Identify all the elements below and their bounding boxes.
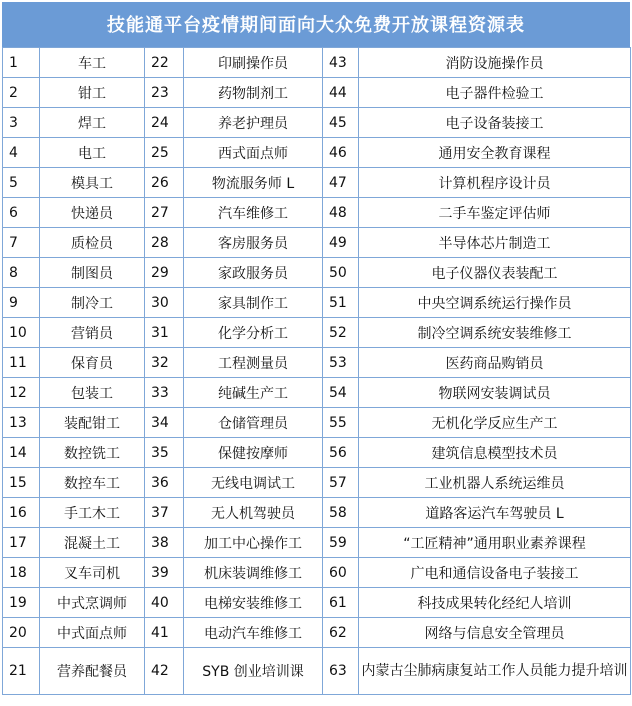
table-row bbox=[3, 348, 631, 378]
course-name-cell: 道路客运汽车驾驶员 L bbox=[359, 498, 631, 528]
course-name-cell: 电子器件检验工 bbox=[359, 78, 631, 108]
row-number-cell: 44 bbox=[323, 78, 359, 108]
course-name-cell: 中式烹调师 bbox=[40, 588, 145, 618]
row-number-cell: 32 bbox=[145, 348, 184, 378]
table-row bbox=[3, 138, 631, 168]
row-number-cell: 60 bbox=[323, 558, 359, 588]
row-number-cell: 11 bbox=[3, 348, 40, 378]
course-name-cell: 二手车鉴定评估师 bbox=[359, 198, 631, 228]
row-number-cell: 41 bbox=[145, 618, 184, 648]
row-number-cell: 24 bbox=[145, 108, 184, 138]
row-number-cell: 1 bbox=[3, 48, 40, 78]
row-number-cell: 8 bbox=[3, 258, 40, 288]
row-number-cell: 30 bbox=[145, 288, 184, 318]
table-row bbox=[3, 258, 631, 288]
course-name-cell: 快递员 bbox=[40, 198, 145, 228]
course-table-body bbox=[3, 48, 631, 695]
table-row bbox=[3, 528, 631, 558]
course-name-cell: 化学分析工 bbox=[184, 318, 323, 348]
course-name-cell: 内蒙古尘肺病康复站工作人员能力提升培训 bbox=[359, 648, 631, 695]
row-number-cell: 2 bbox=[3, 78, 40, 108]
row-number-cell: 27 bbox=[145, 198, 184, 228]
course-name-cell: 无人机驾驶员 bbox=[184, 498, 323, 528]
course-name-cell: 纯碱生产工 bbox=[184, 378, 323, 408]
row-number-cell: 25 bbox=[145, 138, 184, 168]
course-name-cell: 钳工 bbox=[40, 78, 145, 108]
table-row bbox=[3, 558, 631, 588]
row-number-cell: 39 bbox=[145, 558, 184, 588]
course-name-cell: 模具工 bbox=[40, 168, 145, 198]
course-name-cell: 养老护理员 bbox=[184, 108, 323, 138]
course-name-cell: 质检员 bbox=[40, 228, 145, 258]
course-name-cell: 家政服务员 bbox=[184, 258, 323, 288]
table-row bbox=[3, 198, 631, 228]
course-name-cell: 数控车工 bbox=[40, 468, 145, 498]
course-name-cell: 无线电调试工 bbox=[184, 468, 323, 498]
course-name-cell: 工业机器人系统运维员 bbox=[359, 468, 631, 498]
row-number-cell: 37 bbox=[145, 498, 184, 528]
table-row bbox=[3, 588, 631, 618]
row-number-cell: 36 bbox=[145, 468, 184, 498]
row-number-cell: 9 bbox=[3, 288, 40, 318]
row-number-cell: 14 bbox=[3, 438, 40, 468]
course-name-cell: 无机化学反应生产工 bbox=[359, 408, 631, 438]
course-name-cell: 数控铣工 bbox=[40, 438, 145, 468]
row-number-cell: 7 bbox=[3, 228, 40, 258]
course-name-cell: 包装工 bbox=[40, 378, 145, 408]
row-number-cell: 17 bbox=[3, 528, 40, 558]
course-name-cell: 物联网安装调试员 bbox=[359, 378, 631, 408]
row-number-cell: 55 bbox=[323, 408, 359, 438]
table-row bbox=[3, 408, 631, 438]
row-number-cell: 33 bbox=[145, 378, 184, 408]
course-name-cell: 仓储管理员 bbox=[184, 408, 323, 438]
row-number-cell: 57 bbox=[323, 468, 359, 498]
course-name-cell: 机床装调维修工 bbox=[184, 558, 323, 588]
row-number-cell: 18 bbox=[3, 558, 40, 588]
course-table bbox=[2, 47, 631, 695]
table-row bbox=[3, 288, 631, 318]
row-number-cell: 52 bbox=[323, 318, 359, 348]
row-number-cell: 38 bbox=[145, 528, 184, 558]
row-number-cell: 31 bbox=[145, 318, 184, 348]
course-name-cell: 汽车维修工 bbox=[184, 198, 323, 228]
row-number-cell: 58 bbox=[323, 498, 359, 528]
row-number-cell: 43 bbox=[323, 48, 359, 78]
table-row bbox=[3, 618, 631, 648]
row-number-cell: 21 bbox=[3, 648, 40, 695]
row-number-cell: 49 bbox=[323, 228, 359, 258]
row-number-cell: 51 bbox=[323, 288, 359, 318]
course-name-cell: 客房服务员 bbox=[184, 228, 323, 258]
row-number-cell: 28 bbox=[145, 228, 184, 258]
resource-table-container bbox=[2, 2, 630, 695]
row-number-cell: 47 bbox=[323, 168, 359, 198]
row-number-cell: 13 bbox=[3, 408, 40, 438]
table-row bbox=[3, 78, 631, 108]
course-name-cell: 电工 bbox=[40, 138, 145, 168]
row-number-cell: 53 bbox=[323, 348, 359, 378]
row-number-cell: 34 bbox=[145, 408, 184, 438]
row-number-cell: 10 bbox=[3, 318, 40, 348]
row-number-cell: 4 bbox=[3, 138, 40, 168]
row-number-cell: 48 bbox=[323, 198, 359, 228]
row-number-cell: 23 bbox=[145, 78, 184, 108]
course-name-cell: “工匠精神”通用职业素养课程 bbox=[359, 528, 631, 558]
course-name-cell: 网络与信息安全管理员 bbox=[359, 618, 631, 648]
course-name-cell: 医药商品购销员 bbox=[359, 348, 631, 378]
course-name-cell: 营养配餐员 bbox=[40, 648, 145, 695]
row-number-cell: 16 bbox=[3, 498, 40, 528]
table-title: 技能通平台疫情期间面向大众免费开放课程资源表 bbox=[2, 2, 630, 47]
row-number-cell: 5 bbox=[3, 168, 40, 198]
row-number-cell: 46 bbox=[323, 138, 359, 168]
course-name-cell: 制图员 bbox=[40, 258, 145, 288]
row-number-cell: 35 bbox=[145, 438, 184, 468]
course-name-cell: 电梯安装维修工 bbox=[184, 588, 323, 618]
row-number-cell: 59 bbox=[323, 528, 359, 558]
row-number-cell: 29 bbox=[145, 258, 184, 288]
course-name-cell: 制冷空调系统安装维修工 bbox=[359, 318, 631, 348]
course-name-cell: 电动汽车维修工 bbox=[184, 618, 323, 648]
course-name-cell: 加工中心操作工 bbox=[184, 528, 323, 558]
table-row bbox=[3, 318, 631, 348]
course-name-cell: 中央空调系统运行操作员 bbox=[359, 288, 631, 318]
row-number-cell: 63 bbox=[323, 648, 359, 695]
course-name-cell: 物流服务师 L bbox=[184, 168, 323, 198]
course-name-cell: 科技成果转化经纪人培训 bbox=[359, 588, 631, 618]
table-row bbox=[3, 498, 631, 528]
course-name-cell: 印刷操作员 bbox=[184, 48, 323, 78]
row-number-cell: 15 bbox=[3, 468, 40, 498]
row-number-cell: 22 bbox=[145, 48, 184, 78]
table-row bbox=[3, 468, 631, 498]
table-row bbox=[3, 378, 631, 408]
course-name-cell: 电子仪器仪表装配工 bbox=[359, 258, 631, 288]
course-name-cell: 工程测量员 bbox=[184, 348, 323, 378]
course-name-cell: 手工木工 bbox=[40, 498, 145, 528]
course-name-cell: 西式面点师 bbox=[184, 138, 323, 168]
row-number-cell: 26 bbox=[145, 168, 184, 198]
row-number-cell: 3 bbox=[3, 108, 40, 138]
course-name-cell: 药物制剂工 bbox=[184, 78, 323, 108]
course-name-cell: 装配钳工 bbox=[40, 408, 145, 438]
table-row bbox=[3, 108, 631, 138]
table-row bbox=[3, 48, 631, 78]
row-number-cell: 56 bbox=[323, 438, 359, 468]
course-name-cell: 营销员 bbox=[40, 318, 145, 348]
course-name-cell: 计算机程序设计员 bbox=[359, 168, 631, 198]
course-name-cell: 制冷工 bbox=[40, 288, 145, 318]
table-row bbox=[3, 648, 631, 695]
row-number-cell: 61 bbox=[323, 588, 359, 618]
row-number-cell: 12 bbox=[3, 378, 40, 408]
course-name-cell: 叉车司机 bbox=[40, 558, 145, 588]
course-name-cell: 混凝土工 bbox=[40, 528, 145, 558]
row-number-cell: 62 bbox=[323, 618, 359, 648]
course-name-cell: 家具制作工 bbox=[184, 288, 323, 318]
row-number-cell: 50 bbox=[323, 258, 359, 288]
course-name-cell: 半导体芯片制造工 bbox=[359, 228, 631, 258]
row-number-cell: 6 bbox=[3, 198, 40, 228]
course-name-cell: 保育员 bbox=[40, 348, 145, 378]
course-name-cell: 通用安全教育课程 bbox=[359, 138, 631, 168]
course-name-cell: 保健按摩师 bbox=[184, 438, 323, 468]
course-name-cell: 广电和通信设备电子装接工 bbox=[359, 558, 631, 588]
table-row bbox=[3, 438, 631, 468]
course-name-cell: 车工 bbox=[40, 48, 145, 78]
course-name-cell: 电子设备装接工 bbox=[359, 108, 631, 138]
row-number-cell: 45 bbox=[323, 108, 359, 138]
table-row bbox=[3, 168, 631, 198]
course-name-cell: 中式面点师 bbox=[40, 618, 145, 648]
course-name-cell: SYB 创业培训课 bbox=[184, 648, 323, 695]
row-number-cell: 42 bbox=[145, 648, 184, 695]
row-number-cell: 40 bbox=[145, 588, 184, 618]
row-number-cell: 54 bbox=[323, 378, 359, 408]
course-name-cell: 消防设施操作员 bbox=[359, 48, 631, 78]
course-name-cell: 焊工 bbox=[40, 108, 145, 138]
row-number-cell: 19 bbox=[3, 588, 40, 618]
course-name-cell: 建筑信息模型技术员 bbox=[359, 438, 631, 468]
row-number-cell: 20 bbox=[3, 618, 40, 648]
table-row bbox=[3, 228, 631, 258]
